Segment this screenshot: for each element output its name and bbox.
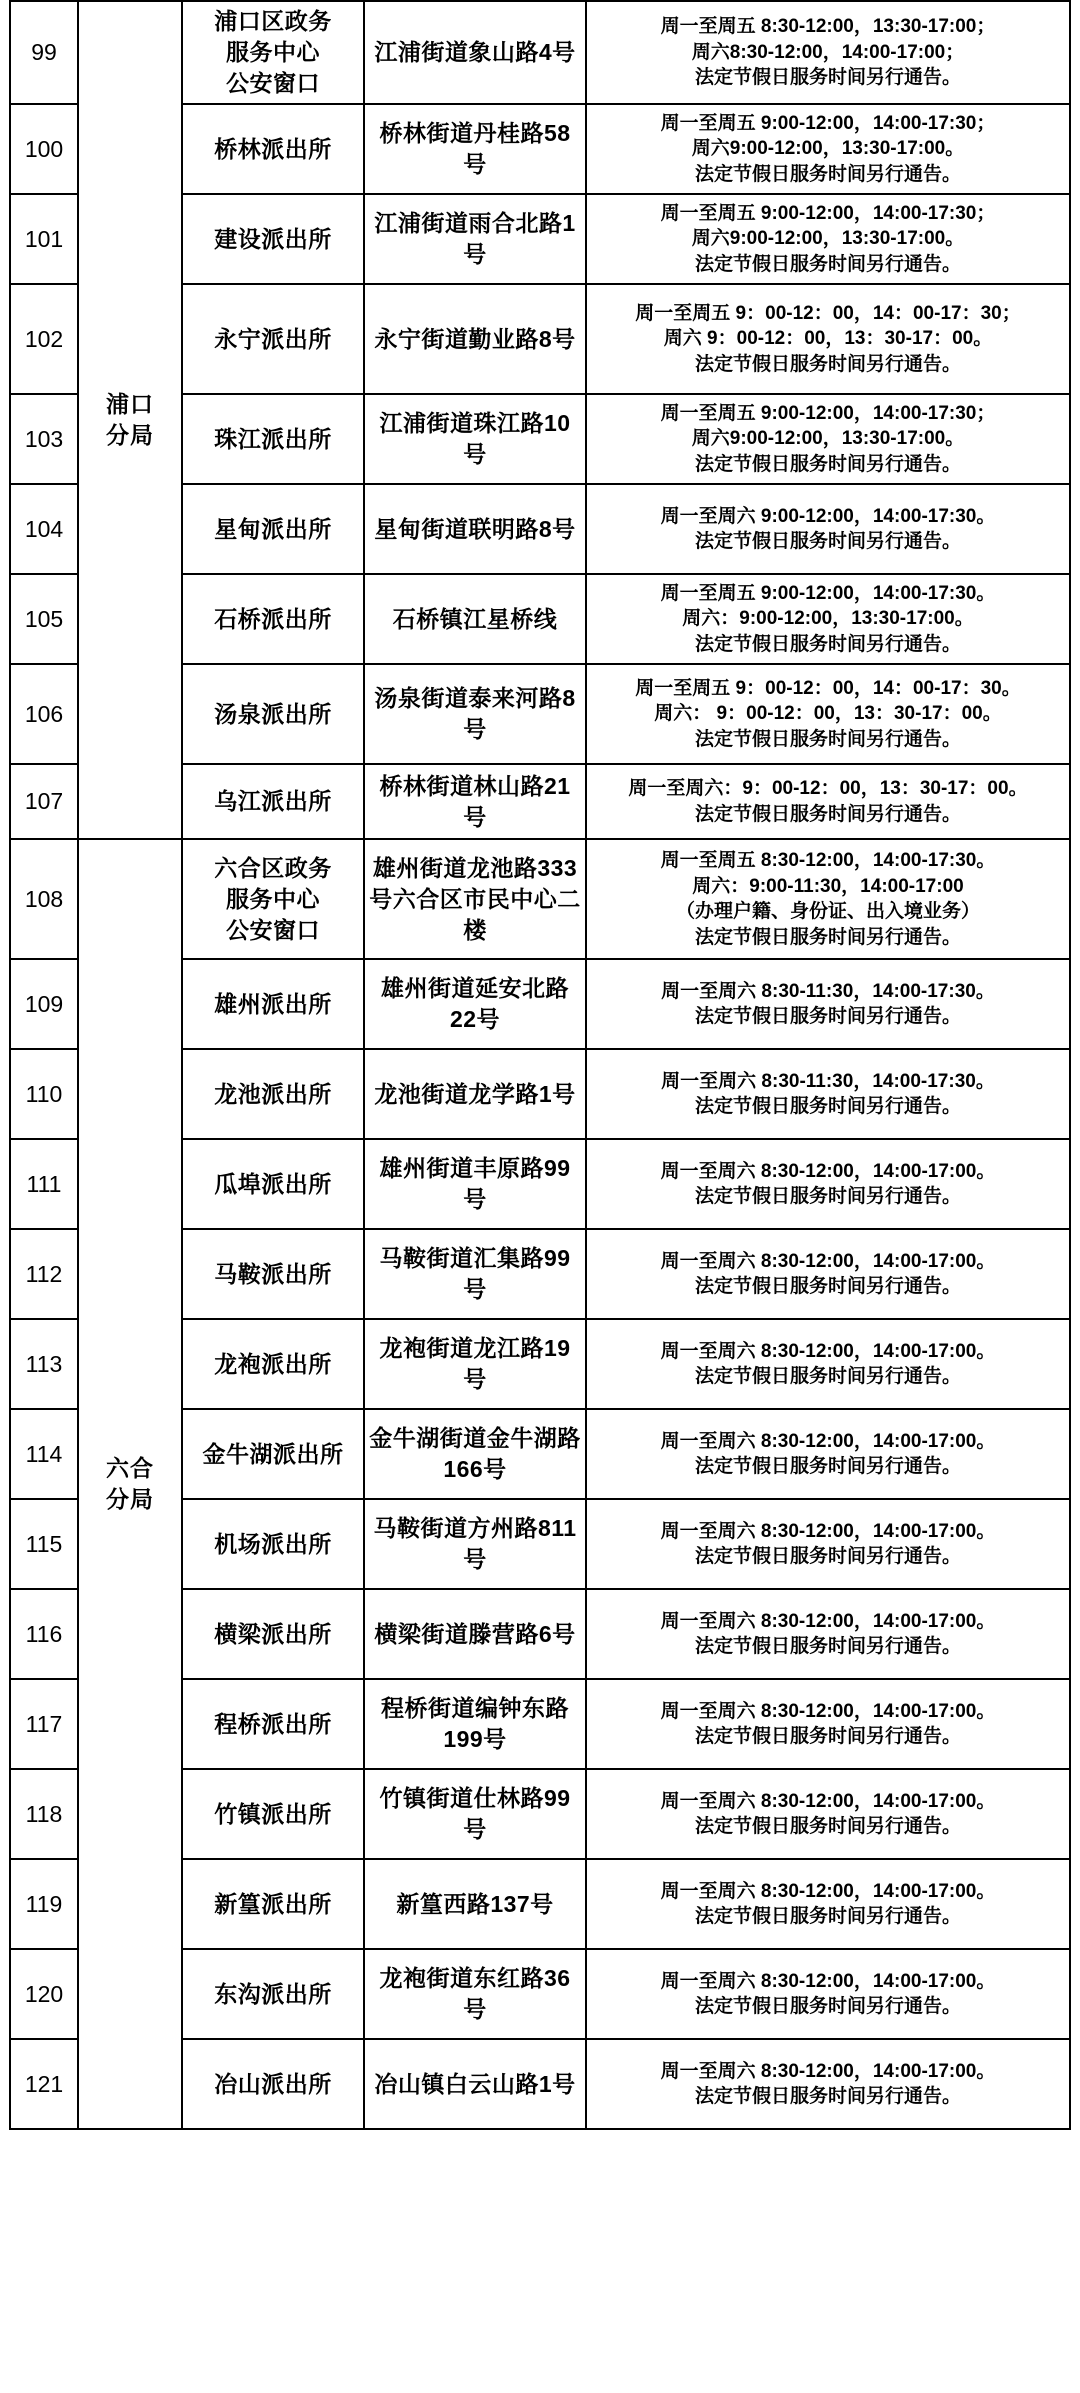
service-hours-line: 法定节假日服务时间另行通告。	[694, 1816, 961, 1838]
row-index: 116	[10, 1589, 78, 1679]
station-name	[182, 664, 364, 764]
station-address: 星甸街道联明路8号	[364, 484, 586, 574]
station-name	[182, 1499, 364, 1589]
district-bureau-cell	[78, 839, 182, 2129]
service-hours	[586, 839, 1070, 959]
table	[9, 0, 1071, 2130]
table-body	[10, 1, 1070, 2129]
service-hours-line: 周一至周六 8:30-11:30，14:00-17:30。	[661, 1070, 995, 1092]
service-hours-line: 法定节假日服务时间另行通告。	[694, 67, 961, 89]
service-hours	[586, 1949, 1070, 2039]
station-name	[182, 1409, 364, 1499]
service-hours	[586, 1499, 1070, 1589]
station-address: 汤泉街道泰来河路8号	[364, 664, 586, 764]
row-index: 105	[10, 574, 78, 664]
station-name-line: 龙池派出所	[214, 1080, 332, 1107]
station-address: 程桥街道编钟东路199号	[364, 1679, 586, 1769]
service-hours-line: 法定节假日服务时间另行通告。	[694, 1726, 961, 1748]
station-address: 永宁街道勤业路8号	[364, 284, 586, 394]
station-name-line: 六合区政务	[214, 854, 332, 881]
service-hours-line: 周一至周六 8:30-12:00，14:00-17:00。	[660, 1430, 996, 1452]
service-hours-line: 法定节假日服务时间另行通告。	[694, 2086, 961, 2108]
row-index: 103	[10, 394, 78, 484]
station-name-line: 永宁派出所	[214, 325, 332, 352]
service-hours	[586, 1229, 1070, 1319]
station-address: 龙池街道龙学路1号	[364, 1049, 586, 1139]
row-index: 114	[10, 1409, 78, 1499]
station-address: 雄州街道丰原路99号	[364, 1139, 586, 1229]
station-name-line: 横梁派出所	[214, 1620, 332, 1647]
station-address: 龙袍街道龙江路19号	[364, 1319, 586, 1409]
row-index: 106	[10, 664, 78, 764]
station-address: 马鞍街道汇集路99号	[364, 1229, 586, 1319]
service-hours-line: 周一至周五 9：00-12：00，14：00-17：30。	[635, 677, 1021, 699]
service-hours-line: 法定节假日服务时间另行通告。	[694, 803, 961, 825]
station-name-line: 服务中心	[226, 885, 320, 912]
service-hours-line: 法定节假日服务时间另行通告。	[694, 353, 961, 375]
service-hours-line: 周六8:30-12:00，14:00-17:00；	[691, 41, 965, 63]
row-index: 121	[10, 2039, 78, 2129]
service-hours-line: 法定节假日服务时间另行通告。	[694, 1456, 961, 1478]
service-hours	[586, 574, 1070, 664]
service-hours-line: （办理户籍、身份证、出入境业务）	[675, 901, 980, 923]
station-name-line: 龙袍派出所	[214, 1350, 332, 1377]
service-hours-line: 法定节假日服务时间另行通告。	[694, 1006, 961, 1028]
service-hours-line: 周一至周六 8:30-12:00，14:00-17:00。	[660, 1790, 996, 1812]
service-hours-line: 周六 9：00-12：00，13：30-17：00。	[663, 328, 993, 350]
service-hours-line: 周六9:00-12:00，13:30-17:00。	[691, 138, 965, 160]
station-name	[182, 574, 364, 664]
station-name-line: 雄州派出所	[214, 990, 332, 1017]
table-row	[10, 1, 1070, 104]
service-hours-line: 周一至周六 8:30-12:00，14:00-17:00。	[660, 1340, 996, 1362]
station-name-line: 浦口区政务	[214, 8, 332, 34]
row-index: 104	[10, 484, 78, 574]
row-index: 107	[10, 764, 78, 839]
station-address: 横梁街道滕营路6号	[364, 1589, 586, 1679]
station-address: 雄州街道延安北路22号	[364, 959, 586, 1049]
service-hours	[586, 764, 1070, 839]
row-index: 111	[10, 1139, 78, 1229]
station-name	[182, 194, 364, 284]
service-hours	[586, 104, 1070, 194]
row-index: 120	[10, 1949, 78, 2039]
district-bureau-cell	[78, 1, 182, 839]
service-hours-line: 法定节假日服务时间另行通告。	[694, 1096, 961, 1118]
station-address: 江浦街道珠江路10号	[364, 394, 586, 484]
service-hours	[586, 394, 1070, 484]
station-name-line: 冶山派出所	[214, 2070, 332, 2097]
station-name	[182, 104, 364, 194]
service-hours-line: 法定节假日服务时间另行通告。	[694, 1636, 961, 1658]
station-name-line: 金牛湖派出所	[202, 1440, 344, 1467]
station-address: 雄州街道龙池路333号六合区市民中心二楼	[364, 839, 586, 959]
row-index: 112	[10, 1229, 78, 1319]
station-name-line: 建设派出所	[214, 225, 332, 252]
service-hours	[586, 1, 1070, 104]
station-name-line: 东沟派出所	[214, 1980, 332, 2007]
station-address: 竹镇街道仕林路99号	[364, 1769, 586, 1859]
station-name-line: 乌江派出所	[214, 788, 332, 815]
station-name	[182, 2039, 364, 2129]
station-address: 石桥镇江星桥线	[364, 574, 586, 664]
station-name-line: 竹镇派出所	[214, 1800, 332, 1827]
service-hours-line: 周一至周六 8:30-11:30，14:00-17:30。	[661, 980, 995, 1002]
service-hours-line: 法定节假日服务时间另行通告。	[694, 1546, 961, 1568]
service-hours-line: 法定节假日服务时间另行通告。	[694, 163, 961, 185]
row-index: 109	[10, 959, 78, 1049]
service-hours-line: 法定节假日服务时间另行通告。	[694, 1276, 961, 1298]
station-name	[182, 1139, 364, 1229]
station-name-line: 星甸派出所	[214, 515, 332, 542]
station-address: 马鞍街道方州路811号	[364, 1499, 586, 1589]
station-address: 江浦街道雨合北路1号	[364, 194, 586, 284]
station-name	[182, 839, 364, 959]
station-name	[182, 1319, 364, 1409]
service-hours-line: 法定节假日服务时间另行通告。	[694, 253, 961, 275]
service-hours-line: 周一至周五 9:00-12:00，14:00-17:30；	[660, 112, 996, 134]
service-hours-line: 法定节假日服务时间另行通告。	[694, 926, 961, 948]
service-hours-line: 法定节假日服务时间另行通告。	[694, 633, 961, 655]
service-hours-line: 周六： 9：00-12：00，13：30-17：00。	[654, 703, 1002, 725]
station-name-line: 瓜埠派出所	[214, 1170, 332, 1197]
service-hours-line: 周一至周六 8:30-12:00，14:00-17:00。	[660, 1970, 996, 1992]
service-hours-line: 周六9:00-12:00，13:30-17:00。	[691, 428, 965, 450]
row-index: 99	[10, 1, 78, 104]
district-bureau-line: 浦口	[106, 391, 154, 418]
district-bureau-line: 分局	[106, 1486, 154, 1513]
service-hours	[586, 1139, 1070, 1229]
service-hours-line: 周一至周六 8:30-12:00，14:00-17:00。	[660, 1160, 996, 1182]
service-hours-line: 周一至周六 8:30-12:00，14:00-17:00。	[660, 1250, 996, 1272]
district-bureau-line: 六合	[106, 1455, 154, 1482]
station-name-line: 珠江派出所	[214, 425, 332, 452]
service-hours	[586, 2039, 1070, 2129]
station-name	[182, 764, 364, 839]
service-hours-line: 法定节假日服务时间另行通告。	[694, 1186, 961, 1208]
service-hours	[586, 1319, 1070, 1409]
service-hours-line: 周一至周六 8:30-12:00，14:00-17:00。	[660, 2060, 996, 2082]
service-hours	[586, 484, 1070, 574]
station-name	[182, 394, 364, 484]
row-index: 117	[10, 1679, 78, 1769]
service-hours	[586, 284, 1070, 394]
district-bureau-line: 分局	[106, 422, 154, 449]
table-row	[10, 839, 1070, 959]
service-hours-line: 周一至周五 9:00-12:00，14:00-17:30；	[660, 402, 996, 424]
service-hours-line: 周一至周六 8:30-12:00，14:00-17:00。	[660, 1520, 996, 1542]
station-name	[182, 284, 364, 394]
station-name-line: 机场派出所	[214, 1530, 332, 1557]
station-name-line: 马鞍派出所	[214, 1260, 332, 1287]
service-hours-line: 周六9:00-12:00，13:30-17:00。	[691, 228, 965, 250]
station-name-line: 公安窗口	[226, 70, 320, 97]
station-name	[182, 1769, 364, 1859]
service-hours-line: 周一至周六 8:30-12:00，14:00-17:00。	[660, 1610, 996, 1632]
service-hours-line: 周一至周五 8:30-12:00，13:30-17:00；	[660, 16, 996, 38]
service-hours-line: 法定节假日服务时间另行通告。	[694, 1906, 961, 1928]
row-index: 110	[10, 1049, 78, 1139]
row-index: 100	[10, 104, 78, 194]
station-name	[182, 959, 364, 1049]
service-hours-line: 周六：9:00-12:00，13:30-17:00。	[682, 608, 974, 630]
station-name-line: 汤泉派出所	[214, 700, 332, 727]
service-hours	[586, 959, 1070, 1049]
service-hours-line: 周一至周六 8:30-12:00，14:00-17:00。	[660, 1880, 996, 1902]
station-name	[182, 1859, 364, 1949]
service-hours-line: 法定节假日服务时间另行通告。	[694, 1366, 961, 1388]
station-name	[182, 1949, 364, 2039]
station-address: 冶山镇白云山路1号	[364, 2039, 586, 2129]
row-index: 108	[10, 839, 78, 959]
station-name-line: 石桥派出所	[214, 605, 332, 632]
station-address: 桥林街道林山路21号	[364, 764, 586, 839]
station-name	[182, 1, 364, 104]
station-name	[182, 1049, 364, 1139]
service-hours	[586, 664, 1070, 764]
service-hours	[586, 1679, 1070, 1769]
station-name-line: 桥林派出所	[214, 135, 332, 162]
service-hours-line: 法定节假日服务时间另行通告。	[694, 453, 961, 475]
row-index: 119	[10, 1859, 78, 1949]
row-index: 113	[10, 1319, 78, 1409]
station-name	[182, 1679, 364, 1769]
station-name-line: 公安窗口	[226, 916, 320, 943]
row-index: 115	[10, 1499, 78, 1589]
station-name	[182, 1589, 364, 1679]
service-hours-line: 周一至周五 9:00-12:00，14:00-17:30。	[660, 582, 996, 604]
service-hours-line: 周一至周五 8:30-12:00，14:00-17:30。	[660, 849, 996, 871]
station-name-line: 程桥派出所	[214, 1710, 332, 1737]
row-index: 118	[10, 1769, 78, 1859]
station-address: 桥林街道丹桂路58号	[364, 104, 586, 194]
station-name-line: 服务中心	[226, 39, 320, 66]
row-index: 101	[10, 194, 78, 284]
service-hours-line: 周一至周六 9:00-12:00，14:00-17:30。	[660, 505, 996, 527]
service-hours	[586, 1589, 1070, 1679]
service-hours-line: 周一至周五 9:00-12:00，14:00-17:30；	[660, 202, 996, 224]
service-hours	[586, 1409, 1070, 1499]
service-hours-line: 周六：9:00-11:30，14:00-17:00	[692, 875, 964, 897]
service-hours	[586, 1859, 1070, 1949]
service-hours	[586, 194, 1070, 284]
service-hours-line: 法定节假日服务时间另行通告。	[694, 1996, 961, 2018]
station-name	[182, 484, 364, 574]
service-hours-line: 法定节假日服务时间另行通告。	[694, 728, 961, 750]
row-index: 102	[10, 284, 78, 394]
service-hours	[586, 1049, 1070, 1139]
station-address: 新篁西路137号	[364, 1859, 586, 1949]
station-address: 金牛湖街道金牛湖路166号	[364, 1409, 586, 1499]
station-name-line: 新篁派出所	[214, 1890, 332, 1917]
service-hours-line: 周一至周五 9：00-12：00，14：00-17：30；	[635, 302, 1021, 324]
service-hours	[586, 1769, 1070, 1859]
station-address: 江浦街道象山路4号	[364, 1, 586, 104]
service-hours-line: 周一至周六：9：00-12：00，13：30-17：00。	[628, 778, 1028, 799]
service-hours-line: 周一至周六 8:30-12:00，14:00-17:00。	[660, 1700, 996, 1722]
service-hours-line: 法定节假日服务时间另行通告。	[694, 531, 961, 553]
station-name	[182, 1229, 364, 1319]
station-address: 龙袍街道东红路36号	[364, 1949, 586, 2039]
